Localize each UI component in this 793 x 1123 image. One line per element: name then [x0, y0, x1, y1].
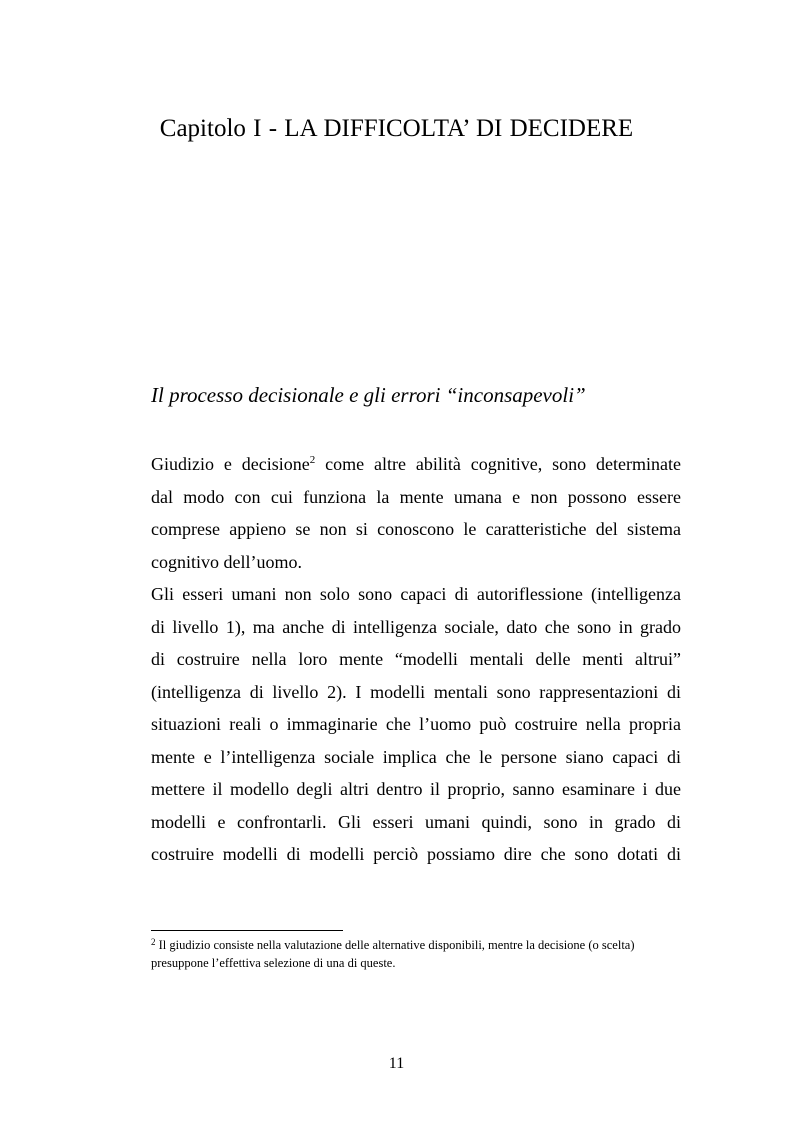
footnote-line-1 [151, 936, 681, 954]
body-line-1-start: Giudizio e decisione [151, 454, 310, 474]
footnote [151, 936, 681, 972]
body-line-4: cognitivo dell’uomo. [151, 551, 302, 572]
body-line-5: Gli esseri umani non solo sono capaci di autoriflessione (intelligenza [151, 584, 681, 604]
body-line-8: (intelligenza di livello 2). I modelli mentali sono rappresentazioni di [151, 681, 681, 702]
chapter-title: Capitolo I - LA DIFFICOLTA’ DI DECIDERE [159, 115, 634, 142]
footnote-text-1: Il giudizio consiste nella valutazione delle alternative disponibili, mentre la decisione (o scelta) [155, 938, 635, 952]
section-heading: Il processo decisionale e gli errori “inconsapevoli” [151, 383, 586, 407]
body-line-12: modelli e confrontarli. Gli esseri umani quindi, sono in grado di [151, 811, 681, 832]
body-line-2: dal modo con cui funziona la mente umana e non possono essere [151, 486, 681, 507]
footnote-line-2: presuppone l’effettiva selezione di una di queste. [151, 956, 396, 970]
footnote-reference: 2 [309, 454, 316, 466]
footnote-divider [151, 930, 343, 931]
body-line-7: di costruire nella loro mente “modelli mentali delle menti altrui” [151, 649, 681, 669]
body-line-1 [151, 448, 681, 481]
body-line-3: comprese appieno se non si conoscono le caratteristiche del sistema [151, 519, 681, 539]
body-text [151, 448, 681, 871]
body-line-1-end: come altre abilità cognitive, sono determinate [315, 454, 681, 474]
body-line-11: mettere il modello degli altri dentro il proprio, sanno esaminare i due [151, 779, 681, 799]
footnote-number: 2 [151, 937, 156, 947]
page-number: 11 [388, 1055, 405, 1072]
body-line-13: costruire modelli di modelli perciò possiamo dire che sono dotati di [151, 844, 681, 864]
body-line-6: di livello 1), ma anche di intelligenza sociale, dato che sono in grado [151, 616, 681, 637]
body-line-10: mente e l’intelligenza sociale implica che le persone siano capaci di [151, 746, 681, 767]
body-line-9: situazioni reali o immaginarie che l’uomo può costruire nella propria [151, 714, 681, 734]
